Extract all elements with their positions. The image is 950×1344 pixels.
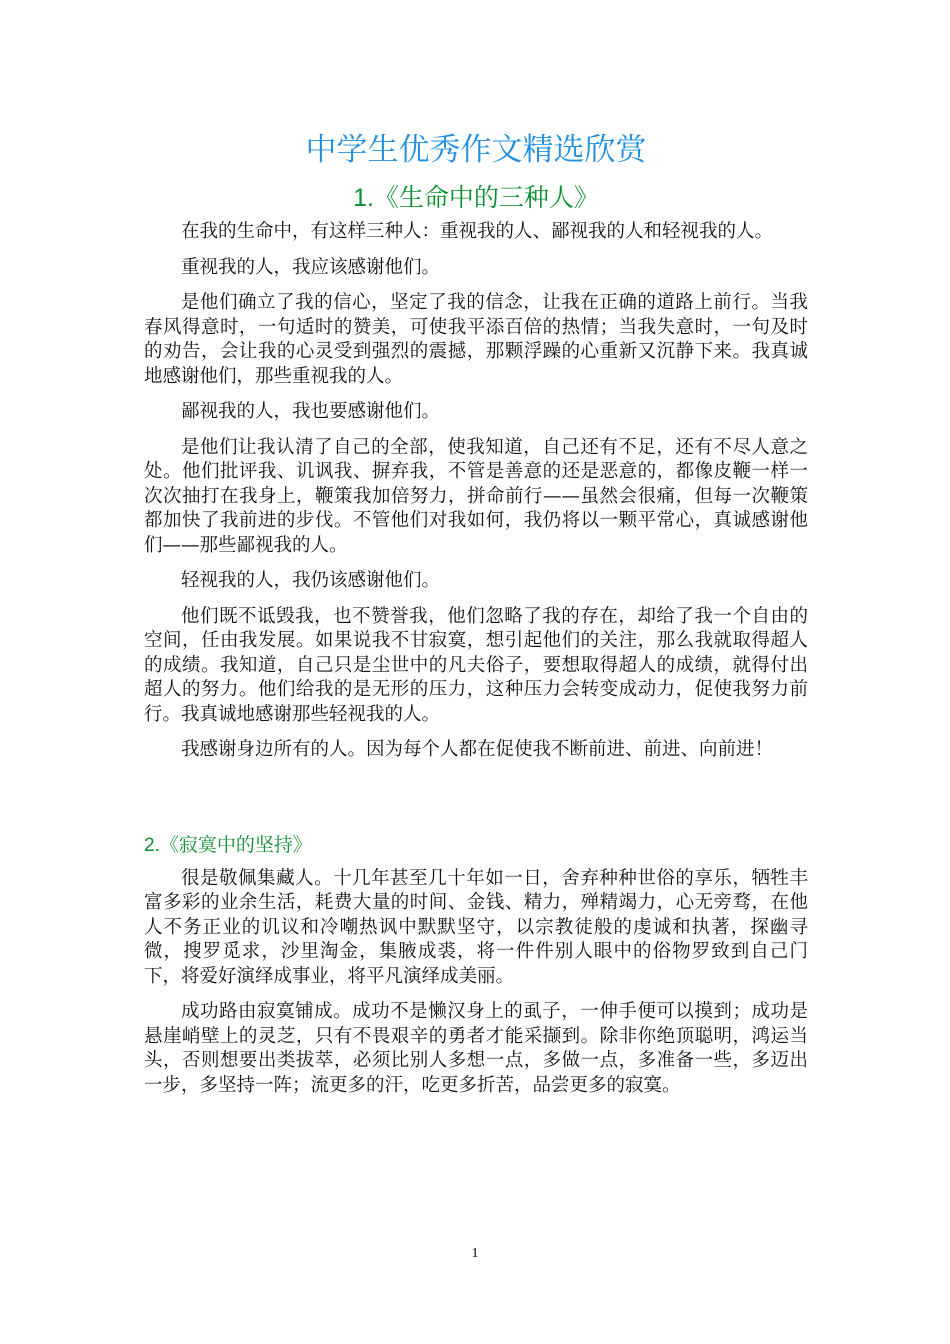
section-title: 2.《寂寞中的坚持》	[144, 834, 312, 856]
paragraph: 鄙视我的人，我也要感谢他们。	[181, 401, 441, 422]
document-content	[144, 128, 808, 1109]
paragraph: 在我的生命中，有这样三种人：重视我的人、鄙视我的人和轻视我的人。	[181, 221, 774, 242]
page-title: 中学生优秀作文精选欣赏	[305, 132, 647, 167]
paragraph: 重视我的人，我应该感谢他们。	[181, 256, 441, 278]
section-title: 1.《生命中的三种人》	[353, 184, 599, 212]
paragraph: 是他们让我认清了自己的全部，使我知道，自己还有不足，还有不尽人意之处。他们批评我、讥讽我、摒弃我，不管是善意的还是恶意的，都像皮鞭一样一次次抽打在我身上，鞭策我加倍努力，拼命前行——虽然会很痛，但每一次鞭策都加快了我前进的步伐。不管他们对我如何，我仍将以一颗平常心，真诚感谢他们——那些鄙视我的人。	[144, 436, 808, 556]
paragraph: 他们既不诋毁我，也不赞誉我，他们忽略了我的存在，却给了我一个自由的空间，任由我发展。如果说我不甘寂寞，想引起他们的关注，那么我就取得超人的成绩。我知道，自己只是尘世中的凡夫俗子，要想取得超人的成绩，就得付出超人的努力。他们给我的是无形的压力，这种压力会转变成动力，促使我努力前行。我真诚地感谢那些轻视我的人。	[144, 605, 808, 725]
paragraph: 成功路由寂寞铺成。成功不是懒汉身上的虱子，一伸手便可以摸到；成功是悬崖峭壁上的灵芝，只有不畏艰辛的勇者才能采撷到。除非你绝顶聪明，鸿运当头，否则想要出类拔萃，必须比别人多想一点，多做一点，多准备一些，多迈出一步，多坚持一阵；流更多的汗，吃更多折苦，品尝更多的寂寞。	[144, 1001, 808, 1096]
page-number: 1	[471, 1246, 479, 1261]
paragraph: 轻视我的人，我仍该感谢他们。	[181, 570, 441, 591]
paragraph: 很是敬佩集藏人。十几年甚至几十年如一日，舍弃种种世俗的享乐，牺牲丰富多彩的业余生活，耗费大量的时间、金钱、精力，殚精竭力，心无旁骛，在他人不务正业的讥议和冷嘲热讽中默默坚守，以宗教徒般的虔诚和执著，探幽寻微，搜罗觅求，沙里淘金，集腋成裘，将一件件别人眼中的俗物罗致到自己门下，将爱好演绎成事业，将平凡演绎成美丽。	[144, 867, 808, 987]
paragraph: 我感谢身边所有的人。因为每个人都在促使我不断前进、前进、向前进！	[181, 739, 774, 760]
paragraph: 是他们确立了我的信心，坚定了我的信念，让我在正确的道路上前行。当我春风得意时，一句适时的赞美，可使我平添百倍的热情；当我失意时，一句及时的劝告，会让我的心灵受到强烈的震撼，那颗浮躁的心重新又沉静下来。我真诚地感谢他们，那些重视我的人。	[144, 292, 808, 387]
